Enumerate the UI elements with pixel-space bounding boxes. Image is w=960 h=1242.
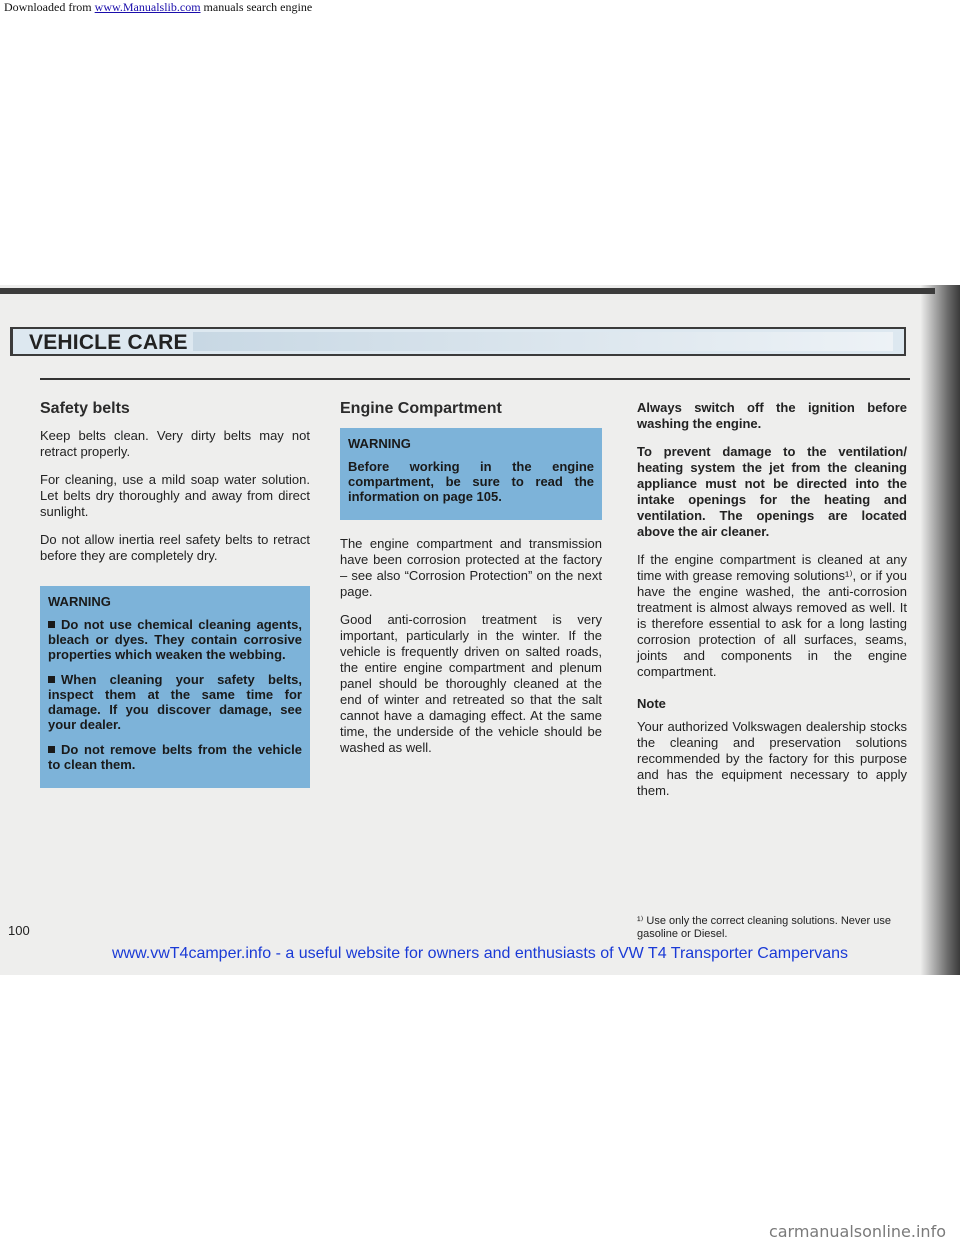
warning-item: When cleaning your safety belts, inspect them at the same time for damage. If you discover damage, see your dealer. [48,672,302,732]
engine-washing-p1: If the engine compartment is cleaned at any time with grease removing solutions¹⁾, or if you have the engine washed, the anti-corrosion treatment is almost always removed as well. It is therefore essential to ask for a long lasting corrosion protection of all surfaces, seams, joints and components in the engine compartment. [637,552,907,679]
page-edge-shadow [920,285,960,975]
section-title: VEHICLE CARE [29,331,188,354]
note-title: Note [637,696,666,711]
engine-compartment-heading: Engine Compartment [340,400,502,417]
bullet-icon [48,746,55,753]
bullet-icon [48,621,55,628]
engine-p2: Good anti-corrosion treatment is very important, particularly in the winter. If the vehicle is frequently driven on salted roads, the entire engine compartment and plenum panel should be thoroughly cleaned at the end of winter and retreated so that the salt cannot have a damaging effect. At the same time, the underside of the vehicle should be washed as well. [340,612,602,755]
manualslib-link[interactable]: www.Manualslib.com [94,0,201,14]
warning-item: Do not use chemical cleaning agents, bleach or dyes. They contain corrosive properties which weaken the webbing. [48,617,302,662]
column-safety-belts [40,400,310,804]
engine-p1: The engine compartment and transmission have been corrosion protected at the factory – see also “Corrosion Protection” on the next page. [340,536,602,599]
watermark: carmanualsonline.info [768,1222,946,1241]
safety-belts-p1: Keep belts clean. Very dirty belts may not retract properly. [40,428,310,459]
safety-belts-p3: Do not allow inertia reel safety belts to retract before they are completely dry. [40,532,310,563]
safety-belts-warning-box [40,586,310,788]
header-shade [193,332,893,351]
column-engine-compartment [340,400,602,768]
column-engine-washing [637,400,907,811]
manual-page [0,285,960,975]
safety-belts-p2: For cleaning, use a mild soap water solution. Let belts dry thoroughly and away from direct sunlight. [40,472,310,519]
ignition-off-instruction: Always switch off the ignition before washing the engine. [637,400,907,431]
banner-prefix: Downloaded from [4,0,92,14]
warning-item: Do not remove belts from the vehicle to clean them. [48,742,302,772]
footnote: ¹⁾ Use only the correct cleaning solutions. Never use gasoline or Diesel. [637,915,891,940]
bullet-icon [48,676,55,683]
engine-warning-box [340,428,602,520]
banner-suffix: manuals search engine [203,0,313,14]
download-banner [0,0,960,16]
warning-title: WARNING [48,594,111,609]
section-divider [40,378,910,380]
section-header [10,327,906,356]
top-rule [0,288,935,294]
site-footer-link[interactable]: www.vwT4camper.info - a useful website for owners and enthusiasts of VW T4 Transporter Campervans [111,945,849,962]
warning-title: WARNING [348,436,411,451]
warning-item: Before working in the engine compartment, be sure to read the information on page 105. [348,459,594,504]
ventilation-instruction: To prevent damage to the ventilation/ heating system the jet from the cleaning appliance must not be directed into the intake openings for the heating and ventilation. The openings are located above the air cleaner. [637,444,907,539]
note-text: Your authorized Volkswagen dealership stocks the cleaning and preservation solutions recommended by the factory for this purpose and has the equipment necessary to apply them. [637,719,907,798]
page-number: 100 [8,923,30,938]
safety-belts-heading: Safety belts [40,400,130,417]
